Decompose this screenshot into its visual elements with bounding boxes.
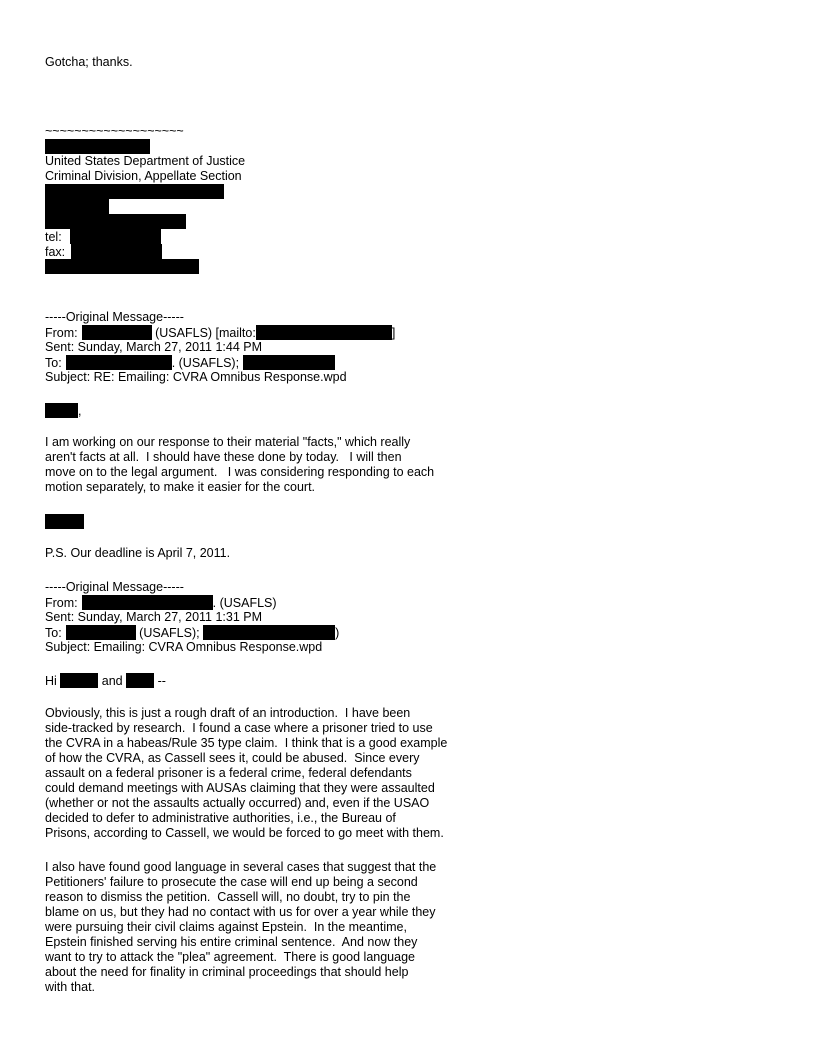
body-line: about the need for finality in criminal proceedings that should help xyxy=(45,965,409,979)
sent-line: Sent: Sunday, March 27, 2011 1:44 PM xyxy=(45,340,263,354)
signature-email xyxy=(45,259,199,275)
body-line: assault on a federal prisoner is a federal crime, federal defendants xyxy=(45,766,412,780)
salutation: Hi and -- xyxy=(45,674,166,688)
body-line: I am working on our response to their material "facts," which really xyxy=(45,435,411,449)
redaction-box xyxy=(66,355,172,370)
greeting: Gotcha; thanks. xyxy=(45,55,133,69)
redaction-box xyxy=(66,625,136,640)
fax-label: fax: xyxy=(45,245,66,259)
to-line: To: (USAFLS); ) xyxy=(45,626,340,640)
subject-line: Subject: Emailing: CVRA Omnibus Response.wpd xyxy=(45,640,323,654)
redaction-box xyxy=(45,259,199,274)
body-line: (whether or not the assaults actually occurred) and, even if the USAO xyxy=(45,796,430,810)
postscript: P.S. Our deadline is April 7, 2011. xyxy=(45,546,231,560)
body-line: move on to the legal argument. I was considering responding to each xyxy=(45,465,435,479)
sent-line: Sent: Sunday, March 27, 2011 1:31 PM xyxy=(45,610,263,624)
redaction-box xyxy=(45,403,78,418)
body-line: the CVRA in a habeas/Rule 35 type claim. I think that is a good example xyxy=(45,736,448,750)
body-line: could demand meetings with AUSAs claiming that they were assaulted xyxy=(45,781,435,795)
redaction-box xyxy=(45,214,186,229)
body-line: Epstein finished serving his entire criminal sentence. And now they xyxy=(45,935,418,949)
redaction-box xyxy=(82,325,152,340)
body-line: of how the CVRA, as Cassell sees it, could be abused. Since every xyxy=(45,751,420,765)
body-line: Obviously, this is just a rough draft of an introduction. I have been xyxy=(45,706,411,720)
body-line: Petitioners' failure to prosecute the case will end up being a second xyxy=(45,875,418,889)
from-line: From: (USAFLS) [mailto: ] xyxy=(45,326,396,340)
signature-name xyxy=(45,139,150,155)
body-line: reason to dismiss the petition. Cassell will, no doubt, try to pin the xyxy=(45,890,411,904)
original-message-header: -----Original Message----- xyxy=(45,580,184,594)
signature-org-line2: Criminal Division, Appellate Section xyxy=(45,169,242,183)
body-line: blame on us, but they had no contact with us for over a year while they xyxy=(45,905,436,919)
original-message-header: -----Original Message----- xyxy=(45,310,184,324)
body-line: with that. xyxy=(45,980,96,994)
salutation: , xyxy=(45,403,81,419)
body-line: side-tracked by research. I found a case where a prisoner tried to use xyxy=(45,721,433,735)
signature-org-line1: United States Department of Justice xyxy=(45,154,246,168)
redaction-box xyxy=(243,355,335,370)
signature-tel xyxy=(45,229,161,245)
sender-signoff xyxy=(45,514,84,530)
body-line: were pursuing their civil claims against Epstein. In the meantime, xyxy=(45,920,407,934)
tel-label: tel: xyxy=(45,230,62,244)
redaction-box xyxy=(45,514,84,529)
body-line: Prisons, according to Cassell, we would be forced to go meet with them. xyxy=(45,826,444,840)
redaction-box xyxy=(71,244,162,259)
signature-address-3 xyxy=(45,214,186,230)
body-line: aren't facts at all. I should have these done by today. I will then xyxy=(45,450,402,464)
redaction-box xyxy=(82,595,213,610)
subject-line: Subject: RE: Emailing: CVRA Omnibus Response.wpd xyxy=(45,370,347,384)
body-line: want to try to attack the "plea" agreement. There is good language xyxy=(45,950,415,964)
body-line: motion separately, to make it easier for the court. xyxy=(45,480,316,494)
signature-divider: ~~~~~~~~~~~~~~~~~~~ xyxy=(45,124,184,138)
redaction-box xyxy=(70,229,161,244)
signature-address-1 xyxy=(45,184,224,200)
signature-fax xyxy=(45,244,162,260)
redaction-box xyxy=(126,673,154,688)
redaction-box xyxy=(256,325,392,340)
body-line: decided to defer to administrative authorities, i.e., the Bureau of xyxy=(45,811,396,825)
from-line: From: . (USAFLS) xyxy=(45,596,277,610)
redaction-box xyxy=(45,184,224,199)
redaction-box xyxy=(60,673,98,688)
redaction-box xyxy=(45,199,109,214)
signature-address-2 xyxy=(45,199,109,215)
redaction-box xyxy=(45,139,150,154)
to-line: To: . (USAFLS); xyxy=(45,355,335,371)
redaction-box xyxy=(203,625,335,640)
body-line: I also have found good language in several cases that suggest that the xyxy=(45,860,437,874)
